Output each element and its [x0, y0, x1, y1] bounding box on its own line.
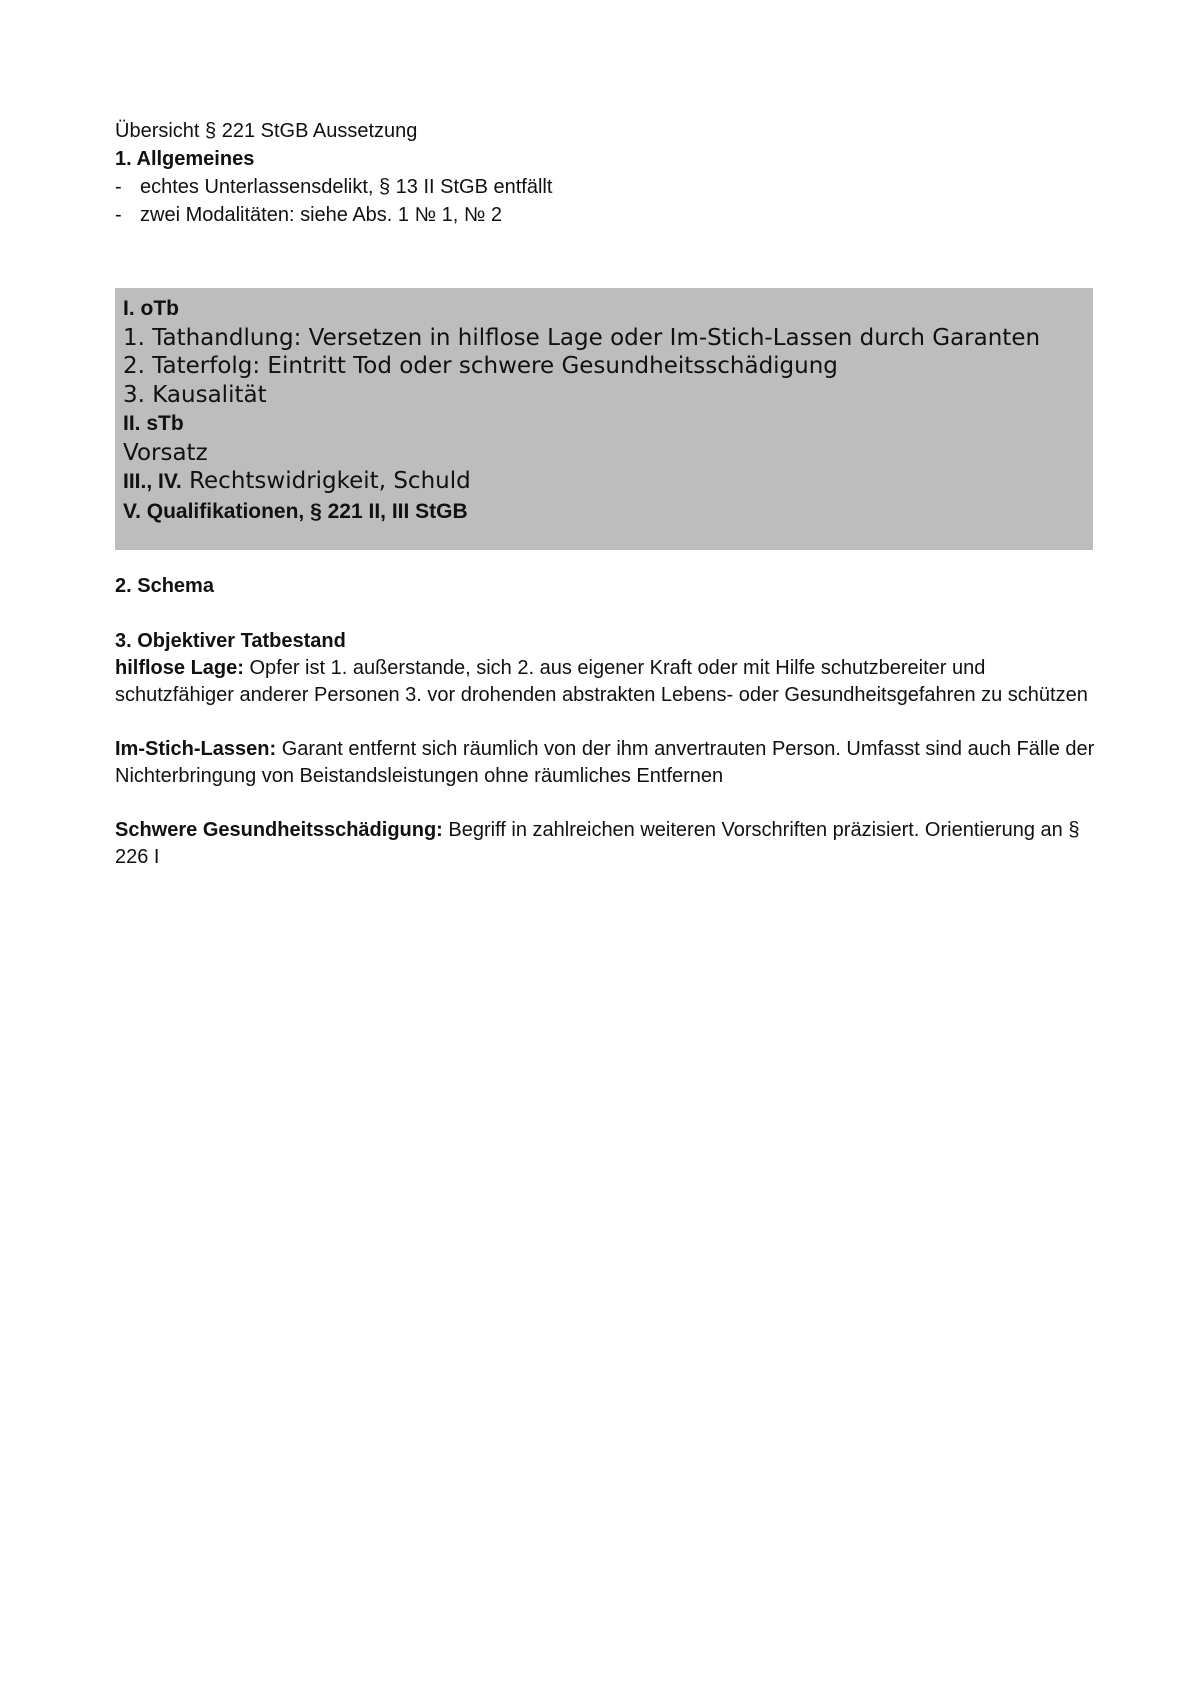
schema-item-tathandlung: 1. Tathandlung: Versetzen in hilflose Lage oder Im-Stich-Lassen durch Garanten [123, 324, 1041, 351]
definition-im-stich-lassen [115, 736, 1095, 790]
schema-rw-text: Rechtswidrigkeit, Schuld [181, 468, 471, 494]
spacer [115, 790, 1095, 817]
section-heading-objektiver-tatbestand: 3. Objektiver Tatbestand [115, 630, 346, 652]
definition-text: Garant entfernt sich räumlich von der ihm anvertrauten Person. Umfasst sind auch Fälle der Nichterbringung von Beistandsleistungen ohne räumliches Entfernen [115, 738, 1095, 787]
schema-rw-heading: III., IV. [123, 470, 182, 493]
definition-schwere-gesundheitsschaedigung [115, 817, 1095, 871]
definition-text: Opfer ist 1. außerstande, sich 2. aus eigener Kraft oder mit Hilfe schutzbereiter und schutzfähiger anderer Personen 3. vor drohenden abstrakten Lebens- oder Gesundheitsgefahren zu schützen [115, 657, 1088, 706]
schema-rw-line [123, 467, 1085, 497]
schema-stb-heading: II. sTb [123, 412, 184, 435]
definition-hilflose-lage [115, 655, 1095, 709]
schema-item-taterfolg: 2. Taterfolg: Eintritt Tod oder schwere Gesundheitsschädigung [123, 353, 838, 379]
document-header [115, 115, 1095, 229]
section-heading-schema: 2. Schema [115, 575, 214, 597]
section-heading-allgemeines: 1. Allgemeines [115, 148, 255, 170]
list-item [115, 201, 1095, 229]
definition-term: Schwere Gesundheitsschädigung: [115, 819, 443, 841]
document-title: Übersicht § 221 StGB Aussetzung [115, 120, 418, 142]
spacer [115, 600, 1095, 627]
spacer [115, 709, 1095, 736]
list-item-text: echtes Unterlassensdelikt, § 13 II StGB entfällt [140, 176, 553, 198]
definition-text: Begriff in zahlreichen weiteren Vorschriften präzisiert. Orientierung an § 226 I [115, 819, 1080, 868]
list-item-text: zwei Modalitäten: siehe Abs. 1 № 1, № 2 [140, 204, 502, 226]
schema-qualifikationen: V. Qualifikationen, § 221 II, III StGB [123, 499, 468, 523]
document-body [115, 572, 1095, 871]
schema-stb-text: Vorsatz [123, 439, 208, 466]
list-dash: - [115, 176, 122, 198]
definition-term: hilflose Lage: [115, 657, 244, 679]
schema-item-kausalitaet: 3. Kausalität [123, 381, 267, 408]
schema-box [115, 288, 1093, 550]
schema-otb-heading: I. oTb [123, 297, 179, 320]
list-dash: - [115, 204, 122, 226]
definition-term: Im-Stich-Lassen: [115, 738, 277, 760]
list-item [115, 173, 1095, 201]
